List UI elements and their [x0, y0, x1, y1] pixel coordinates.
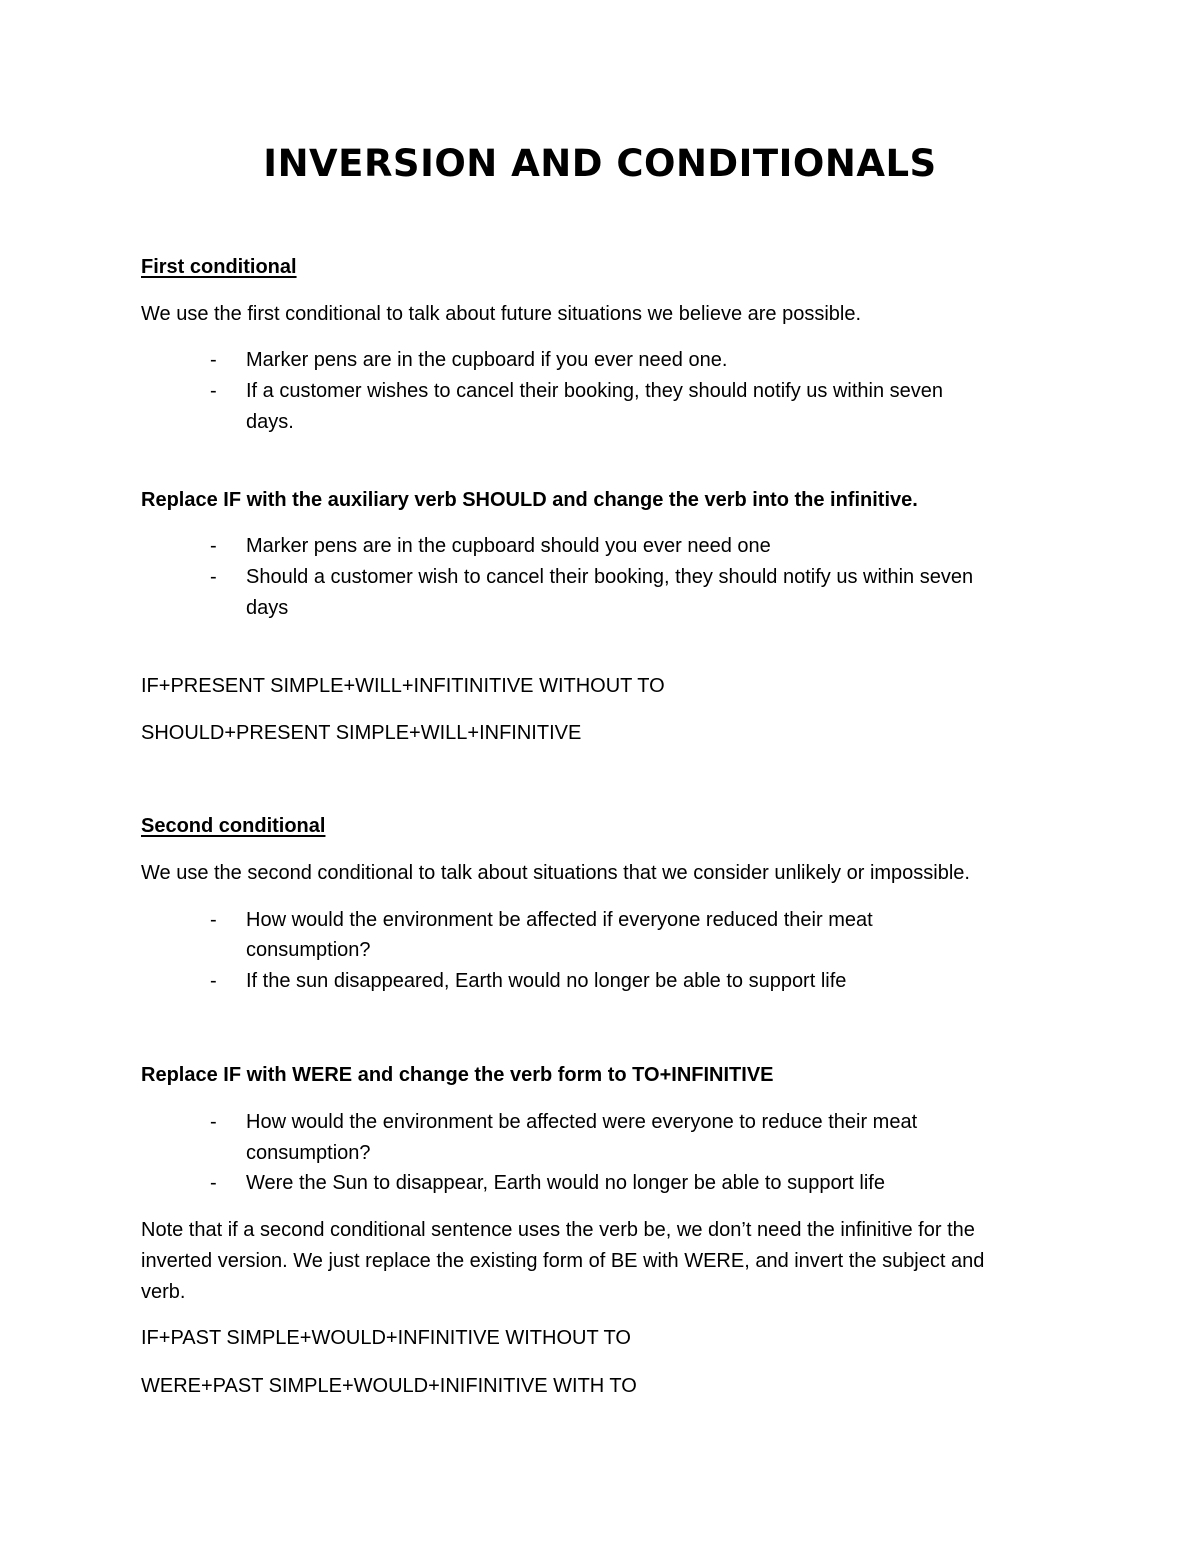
- bullet-dash: -: [210, 970, 217, 992]
- first-inverted-example-2-line2: days: [246, 597, 289, 619]
- second-inverted-example-1-line2: consumption?: [246, 1142, 371, 1164]
- first-example-2-line2: days.: [246, 411, 294, 433]
- bullet-dash: -: [210, 535, 217, 557]
- second-note-line2: inverted version. We just replace the existing form of BE with WERE, and invert the subject and: [141, 1250, 985, 1272]
- bullet-dash: -: [210, 1111, 217, 1133]
- second-inverted-example-2: Were the Sun to disappear, Earth would no longer be able to support life: [246, 1172, 885, 1194]
- second-conditional-intro: We use the second conditional to talk about situations that we consider unlikely or impossible.: [141, 862, 970, 884]
- second-note-line3: verb.: [141, 1281, 186, 1303]
- second-inverted-example-1-line1: How would the environment be affected were everyone to reduce their meat: [246, 1111, 918, 1133]
- second-example-2: If the sun disappeared, Earth would no longer be able to support life: [246, 970, 847, 992]
- first-example-2-line1: If a customer wishes to cancel their booking, they should notify us within seven: [246, 380, 944, 402]
- first-formula-if: IF+PRESENT SIMPLE+WILL+INFITINITIVE WITHOUT TO: [141, 675, 665, 697]
- first-formula-should: SHOULD+PRESENT SIMPLE+WILL+INFINITIVE: [141, 722, 582, 744]
- first-inverted-example-2-line1: Should a customer wish to cancel their booking, they should notify us within seven: [246, 566, 974, 588]
- bullet-dash: -: [210, 349, 217, 371]
- second-example-1-line1: How would the environment be affected if everyone reduced their meat: [246, 909, 873, 931]
- first-conditional-rule: Replace IF with the auxiliary verb SHOULD and change the verb into the infinitive.: [141, 489, 918, 511]
- first-inverted-example-1: Marker pens are in the cupboard should you ever need one: [246, 535, 771, 557]
- first-example-1: Marker pens are in the cupboard if you ever need one.: [246, 349, 728, 371]
- first-conditional-intro: We use the first conditional to talk about future situations we believe are possible.: [141, 303, 862, 325]
- second-note-line1: Note that if a second conditional sentence uses the verb be, we don’t need the infinitive for the: [141, 1219, 975, 1241]
- document-title: INVERSION AND CONDITIONALS: [263, 142, 937, 185]
- bullet-dash: -: [210, 909, 217, 931]
- second-formula-if: IF+PAST SIMPLE+WOULD+INFINITIVE WITHOUT TO: [141, 1327, 631, 1349]
- second-formula-were: WERE+PAST SIMPLE+WOULD+INIFINITIVE WITH TO: [141, 1375, 637, 1397]
- second-example-1-line2: consumption?: [246, 939, 371, 961]
- second-conditional-rule: Replace IF with WERE and change the verb form to TO+INFINITIVE: [141, 1064, 774, 1086]
- bullet-dash: -: [210, 380, 217, 402]
- bullet-dash: -: [210, 1172, 217, 1194]
- second-conditional-heading: Second conditional: [141, 815, 326, 837]
- first-conditional-heading: First conditional: [141, 256, 297, 278]
- bullet-dash: -: [210, 566, 217, 588]
